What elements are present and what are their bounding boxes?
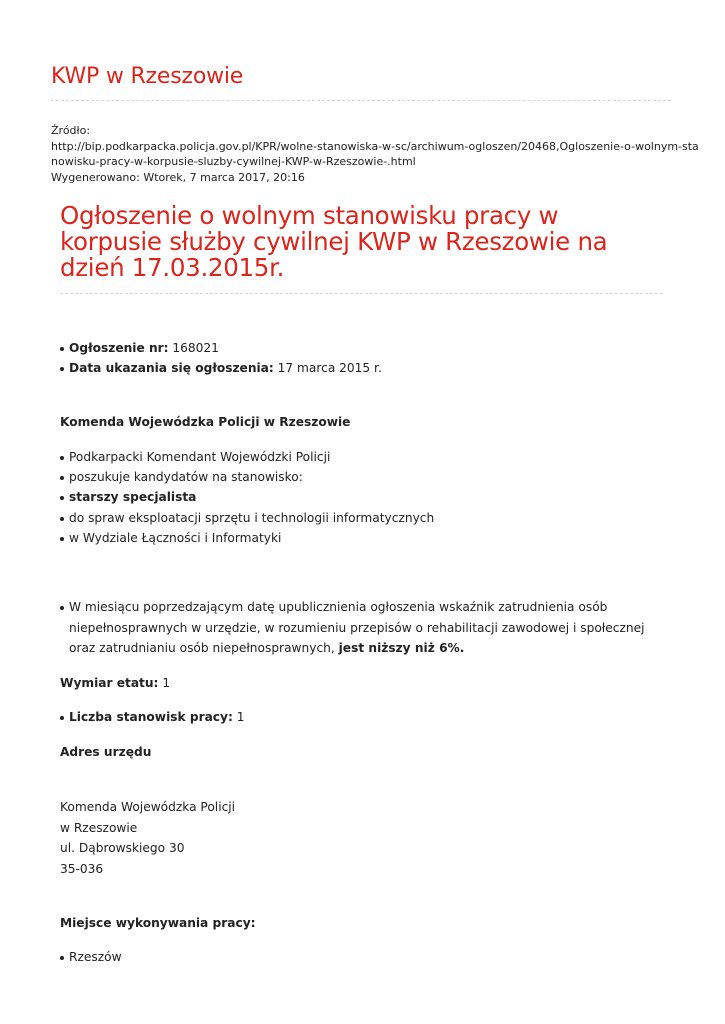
list-item: do spraw eksploatacji sprzętu i technologii informatycznych — [60, 508, 434, 529]
date-label: Data ukazania się ogłoszenia: — [69, 361, 274, 375]
source-url-line-2[interactable]: nowisku-pracy-w-korpusie-sluzby-cywilnej-KWP-w-Rzeszowie-.html — [51, 155, 416, 168]
date-value: 17 marca 2015 r. — [277, 361, 382, 375]
disability-bold: jest niższy niż 6%. — [338, 641, 465, 655]
workload-value: 1 — [162, 676, 171, 690]
list-item-workplace: Rzeszów — [60, 947, 122, 968]
announcement-no-label: Ogłoszenie nr: — [69, 341, 169, 355]
positions-count-label: Liczba stanowisk pracy: — [69, 710, 233, 724]
source-meta — [51, 123, 699, 185]
positions-count-value: 1 — [236, 710, 245, 724]
list-item-announcement-no — [60, 338, 219, 359]
address-line: ul. Dąbrowskiego 30 — [60, 841, 185, 855]
list-item: Podkarpacki Komendant Wojewódzki Policji — [60, 447, 330, 468]
workload — [60, 673, 170, 694]
generated-date: Wygenerowano: Wtorek, 7 marca 2017, 20:16 — [51, 170, 305, 184]
announcement-no-value: 168021 — [172, 341, 219, 355]
address-line: 35-036 — [60, 862, 104, 876]
address-line: Komenda Wojewódzka Policji — [60, 800, 236, 814]
address-heading: Adres urzędu — [60, 745, 152, 759]
list-item: w Wydziale Łączności i Informatyki — [60, 528, 281, 549]
workplace-heading: Miejsce wykonywania pracy: — [60, 916, 256, 930]
list-item-position: starszy specjalista — [60, 487, 196, 508]
source-url-line-1[interactable]: http://bip.podkarpacka.policja.gov.pl/KPR/wolne-stanowiska-w-sc/archiwum-ogloszen/20468,Ogloszenie-o-wolnym-sta — [51, 139, 699, 153]
address-line: w Rzeszowie — [60, 821, 138, 835]
source-label: Źródło: — [51, 124, 91, 137]
disability-text: W miesiącu poprzedzającym datę upublicznienia ogłoszenia wskaźnik zatrudnienia osób niepełnosprawnych w urzędzie, w rozumieniu przepisów o rehabilitacji zawodowej i społecznej oraz zatrudnianiu osób niepełnosprawnych, — [69, 600, 645, 655]
organization-heading: Komenda Wojewódzka Policji w Rzeszowie — [60, 415, 351, 429]
site-title: KWP w Rzeszowie — [51, 64, 244, 89]
list-item-disability-info — [60, 597, 669, 659]
article-title: Ogłoszenie o wolnym stanowisku pracy w korpusie służby cywilnej KWP w Rzeszowie na dzień 17.03.2015r. — [60, 201, 608, 282]
list-item-publication-date — [60, 358, 382, 379]
title-separator — [60, 293, 663, 294]
list-item-positions-count — [60, 707, 245, 728]
list-item: poszukuje kandydatów na stanowisko: — [60, 467, 303, 488]
header-separator — [51, 100, 671, 101]
workload-label: Wymiar etatu: — [60, 676, 159, 690]
